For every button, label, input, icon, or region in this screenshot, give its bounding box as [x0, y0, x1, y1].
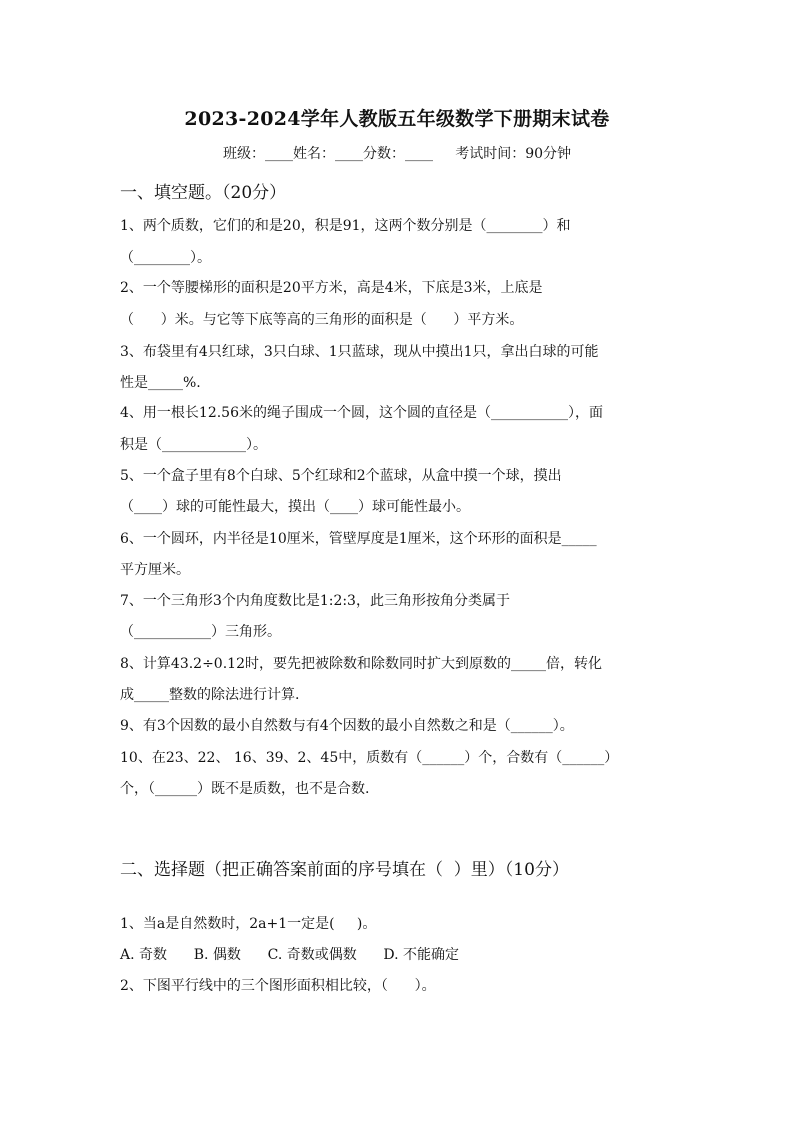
- question-line: 性是_____%.: [120, 375, 201, 391]
- question-line: 3、布袋里有4只红球，3只白球、1只蓝球，现从中摸出1只，拿出白球的可能: [120, 344, 599, 360]
- question-line: （____）球的可能性最大，摸出（____）球可能性最小。: [120, 499, 470, 515]
- answer-options-line: A. 奇数 B. 偶数 C. 奇数或偶数 D. 不能确定: [120, 947, 460, 963]
- question-line: 平方厘米。: [120, 562, 190, 578]
- exam-title: 2023-2024学年人教版五年级数学下册期末试卷: [184, 108, 610, 130]
- question-line: 5、一个盒子里有8个白球、5个红球和2个蓝球，从盒中摸一个球，摸出: [120, 468, 562, 484]
- question-line: 10、在23、22、 16、39、2、45中，质数有（______）个，合数有（______）: [120, 750, 619, 766]
- question-line: 1、当a是自然数时，2a+1一定是( )。: [120, 916, 377, 932]
- question-line: 积是（____________）。: [120, 437, 267, 453]
- question-line: 个，（______）既不是质数，也不是合数.: [120, 781, 370, 797]
- question-line: 6、一个圆环，内半径是10厘米，管壁厚度是1厘米，这个环形的面积是_____: [120, 531, 597, 547]
- question-line: 2、一个等腰梯形的面积是20平方米，高是4米，下底是3米，上底是: [120, 280, 543, 296]
- student-info-line: 班级：____姓名：____分数：____ 考试时间：90分钟: [222, 146, 572, 162]
- question-line: （________）。: [120, 250, 211, 266]
- question-line: 成_____整数的除法进行计算.: [120, 687, 300, 703]
- question-line: 8、计算43.2÷0.12时，要先把被除数和除数同时扩大到原数的_____倍，转化: [120, 656, 602, 672]
- question-line: 9、有3个因数的最小自然数与有4个因数的最小自然数之和是（______）。: [120, 718, 574, 734]
- question-line: 4、用一根长12.56米的绳子围成一个圆，这个圆的直径是（___________），面: [120, 405, 603, 421]
- section1-heading: 一、填空题。（20分）: [120, 183, 287, 203]
- question-line: 7、一个三角形3个内角度数比是1:2:3，此三角形按角分类属于: [120, 593, 510, 609]
- section2-heading: 二、选择题（把正确答案前面的序号填在（ ）里）（10分）: [120, 860, 569, 880]
- question-line: 2、下图平行线中的三个图形面积相比较，（ ）。: [120, 978, 436, 994]
- question-line: 1、两个质数，它们的和是20，积是91，这两个数分别是（________）和: [120, 218, 571, 234]
- question-line: （___________）三角形。: [120, 624, 281, 640]
- question-line: （ ）米。与它等下底等高的三角形的面积是（ ）平方米。: [120, 312, 524, 328]
